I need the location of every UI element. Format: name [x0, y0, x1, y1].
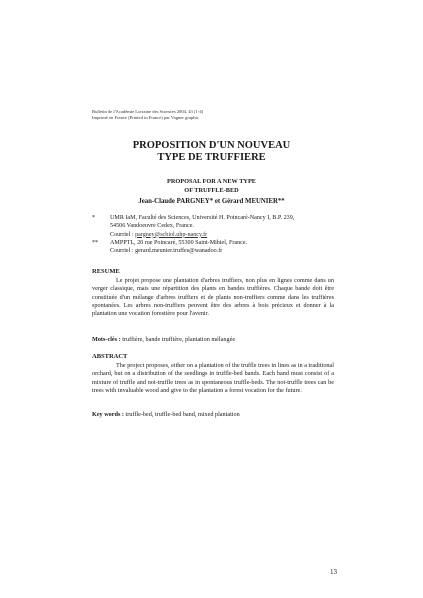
english-title-line-1: PROPOSAL FOR A NEW TYPE — [167, 178, 256, 185]
english-title — [0, 178, 423, 195]
keywords — [92, 411, 334, 419]
journal-line-2: Imprimé en France (Printed in France) par Vagner graphic — [92, 115, 199, 121]
resume-text: Le projet propose une plantation d'arbres truffiers, non plus en lignes comme dans un verger classique, mais une répartition des plants en bandes truffières. Chaque bande doit être constituée d'un mélange d'arbres truffiers et de plants non-truffiers comme dans les truffières spontanées. Les arbres non-truffiers peuvent être des arbres à bois précieux et donner à la plantation une vocation forestière pour l'avenir. — [92, 277, 334, 318]
abstract-text: The project proposes, either on a plantation of the truffle trees in lines as in a traditional orchard, but on a distribution of the seedlings in truffle-bed bands. Each band must consist of a mixture of truffle and not-truffle trees as in spontaneous truffle-beds. The not-truffle trees can be trees with invaluable wood and give to the plantation a forest vocation for the future. — [92, 362, 334, 394]
authors: Jean-Claude PARGNEY* et Gérard MEUNIER** — [138, 198, 285, 205]
affiliation-2-mark: ** — [92, 240, 99, 246]
keywords-label: Key words : — [92, 411, 124, 418]
english-title-line-2: OF TRUFFLE-BED — [184, 186, 239, 194]
mots-cles-text: truffière, bande truffière, plantation mélangée — [120, 336, 236, 343]
mots-cles-label: Mots-clés : — [92, 336, 121, 343]
french-title — [0, 140, 423, 164]
resume-heading: RESUME — [92, 268, 120, 275]
keywords-text: truffle-bed, truffle-bed band, mixed plantation — [123, 411, 240, 418]
affiliation-2-line-1: AMPPTL, 20 rue Poincaré, 55300 Saint-Mihiel, France. — [110, 240, 248, 246]
affiliation-1-mark: * — [92, 215, 96, 221]
journal-citation — [92, 109, 203, 121]
affiliation-1-email-link[interactable]: pargney@scbiol.uhp-nancy.fr — [135, 231, 208, 238]
affiliation-1-line-1: UMR IaM, Faculté des Sciences, Université H. Poincaré-Nancy I, B.P. 239, — [110, 215, 295, 221]
french-title-line-1: PROPOSITION D'UN NOUVEAU — [132, 140, 291, 151]
affiliation-2-email: gerard.meunier.truffes@wanadoo.fr — [135, 248, 223, 255]
affiliation-1-line-2: 54506 Vandoeuvre Cedex, France. — [110, 223, 194, 230]
mots-cles — [92, 336, 334, 344]
affiliation-1-email-label: Courriel : — [110, 231, 136, 238]
journal-line-1: Bulletin de l'Académie Lorraine des Sciences 2004, 43 (1-4) — [92, 109, 204, 114]
affiliation-2 — [92, 239, 247, 256]
page-number: 13 — [330, 568, 337, 576]
affiliation-2-email-label: Courriel : — [110, 248, 136, 255]
abstract-heading: ABSTRACT — [92, 353, 128, 360]
affiliation-1 — [92, 214, 294, 239]
french-title-line-2: TYPE DE TRUFFIERE — [157, 152, 266, 163]
